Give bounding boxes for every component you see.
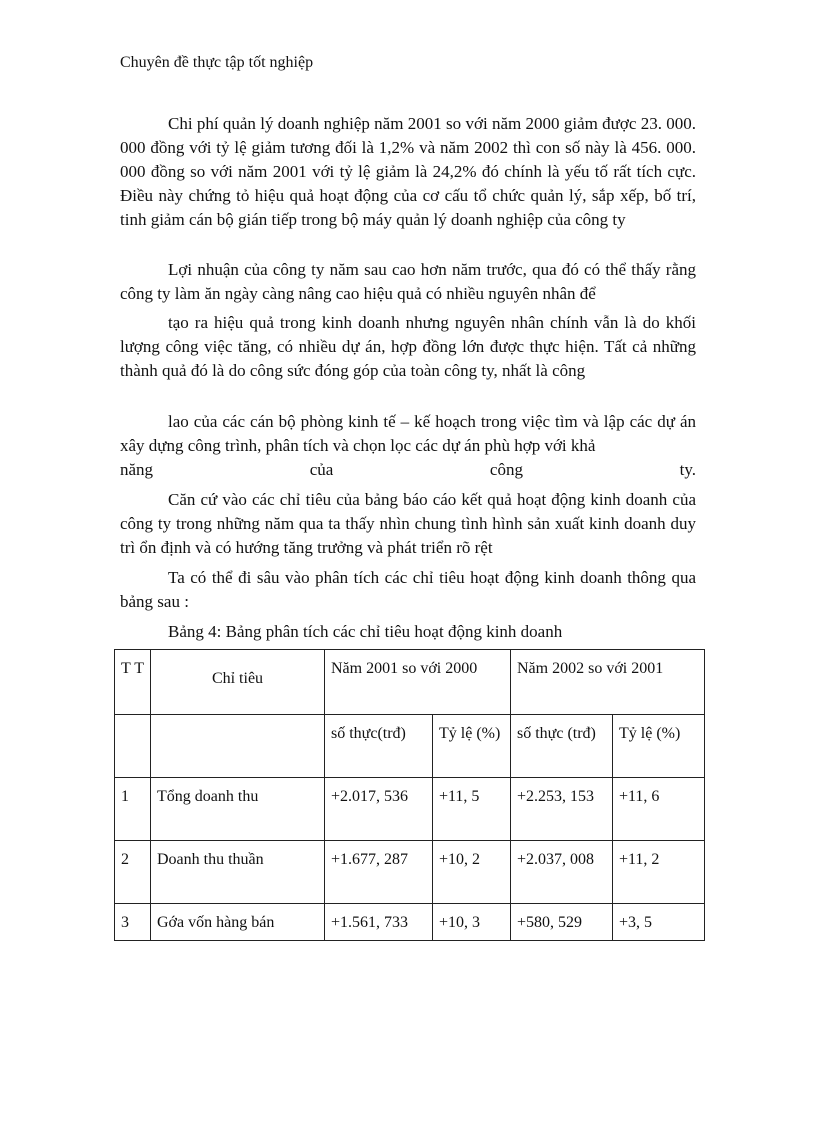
analysis-table xyxy=(114,649,705,941)
table-subheader-row xyxy=(115,715,705,778)
cell-indicator: Gớa vốn hàng bán xyxy=(151,904,325,941)
cell-actual-2002: +2.037, 008 xyxy=(511,841,613,904)
cell-indicator: Tổng doanh thu xyxy=(151,778,325,841)
cell-indicator: Doanh thu thuần xyxy=(151,841,325,904)
header-group-2001: Năm 2001 so với 2000 xyxy=(325,650,511,715)
cell-tt: 1 xyxy=(115,778,151,841)
cell-rate-2001: +11, 5 xyxy=(433,778,511,841)
cell-rate-2002: +11, 6 xyxy=(613,778,705,841)
cell-rate-2002: +11, 2 xyxy=(613,841,705,904)
cell-rate-2001: +10, 2 xyxy=(433,841,511,904)
header-indicator: Chỉ tiêu xyxy=(151,650,325,715)
split-word: năng xyxy=(120,460,154,479)
cell-actual-2002: +580, 529 xyxy=(511,904,613,941)
table-caption: Bảng 4: Bảng phân tích các chỉ tiêu hoạt động kinh doanh xyxy=(168,622,563,641)
cell-tt: 2 xyxy=(115,841,151,904)
split-word: ty. xyxy=(679,460,696,479)
paragraph-split-line xyxy=(120,458,696,482)
header-group-2002: Năm 2002 so với 2001 xyxy=(511,650,705,715)
paragraph-management-cost: Chi phí quản lý doanh nghiệp năm 2001 so với năm 2000 giảm được 23. 000. 000 đồng với tỷ lệ giảm tương đối là 1,2% và năm 2002 thì con số này là 456. 000. 000 đồng so với năm 2001 với tỷ lệ giảm là 24,2% đó chính là yếu tố rất tích cực. Điều này chứng tỏ hiệu quả hoạt động của cơ cấu tổ chức quản lý, sắp xếp, bố trí, tinh giảm cán bộ gián tiếp trong bộ máy quản lý doanh nghiệp của công ty xyxy=(120,114,696,229)
subheader-actual-2002: số thực (trđ) xyxy=(511,715,613,778)
table-row xyxy=(115,778,705,841)
paragraph-efficiency: tạo ra hiệu quả trong kinh doanh nhưng nguyên nhân chính vẫn là do khối lượng công việc tăng, có nhiều dự án, hợp đồng lớn được thực hiện. Tất cả những thành quả đó là do công sức đóng góp của toàn công ty, nhất là công xyxy=(120,313,696,380)
subheader-actual-2001: số thực(trđ) xyxy=(325,715,433,778)
cell-actual-2001: +2.017, 536 xyxy=(325,778,433,841)
cell-actual-2001: +1.561, 733 xyxy=(325,904,433,941)
cell-actual-2002: +2.253, 153 xyxy=(511,778,613,841)
split-word: của xyxy=(309,460,334,479)
cell-tt: 3 xyxy=(115,904,151,941)
paragraph-economic-dept: lao của các cán bộ phòng kinh tế – kế hoạch trong việc tìm và lập các dự án xây dựng công trình, phân tích và chọn lọc các dự án phù hợp với khả xyxy=(120,412,696,455)
subheader-empty-name xyxy=(151,715,325,778)
table-row xyxy=(115,841,705,904)
cell-actual-2001: +1.677, 287 xyxy=(325,841,433,904)
subheader-rate-2001: Tỷ lệ (%) xyxy=(433,715,511,778)
page-header: Chuyên đề thực tập tốt nghiệp xyxy=(120,54,314,71)
cell-rate-2001: +10, 3 xyxy=(433,904,511,941)
cell-rate-2002: +3, 5 xyxy=(613,904,705,941)
subheader-empty-tt xyxy=(115,715,151,778)
paragraph-analysis-intro: Ta có thể đi sâu vào phân tích các chỉ tiêu hoạt động kinh doanh thông qua bảng sau : xyxy=(120,568,696,611)
subheader-rate-2002: Tỷ lệ (%) xyxy=(613,715,705,778)
header-tt: T T xyxy=(115,650,151,715)
table-row xyxy=(115,904,705,941)
paragraph-indicators: Căn cứ vào các chỉ tiêu của bảng báo cáo kết quả hoạt động kinh doanh của công ty trong những năm qua ta thấy nhìn chung tình hình sản xuất kinh doanh duy trì ổn định và có hướng tăng trưởng và phát triển rõ rệt xyxy=(120,490,696,557)
split-word: công xyxy=(489,460,523,479)
table-header-row xyxy=(115,650,705,715)
paragraph-profit: Lợi nhuận của công ty năm sau cao hơn năm trước, qua đó có thể thấy rằng công ty làm ăn ngày càng nâng cao hiệu quả có nhiều nguyên nhân để xyxy=(120,260,696,303)
